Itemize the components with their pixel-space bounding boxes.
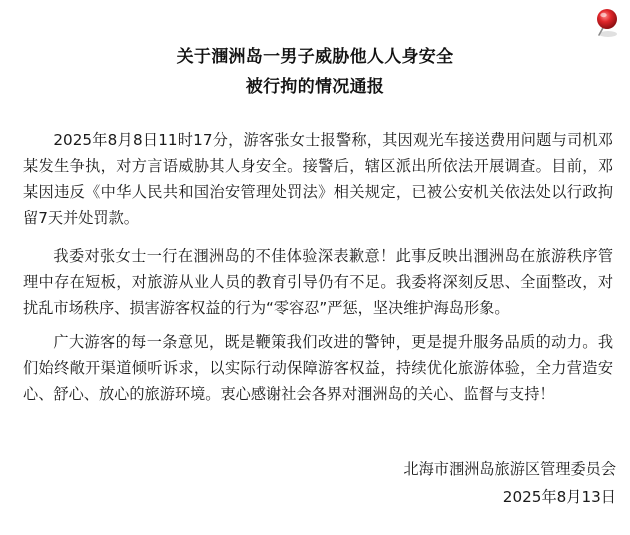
pushpin-icon [588, 4, 624, 40]
signature-organization: 北海市涠洲岛旅游区管理委员会 [403, 460, 616, 478]
notice-title-line-2: 被行拘的情况通报 [245, 77, 385, 97]
notice-paragraph-3: 广大游客的每一条意见，既是鞭策我们改进的警钟，更是提升服务品质的动力。我们始终敞开渠道倾听诉求，以实际行动保障游客权益，持续优化旅游体验，全力营造安心、舒心、放心的旅游环境。衷心感谢社会各界对涠洲岛的关心、监督与支持！ [23, 333, 613, 403]
signature-date: 2025年8月13日 [502, 488, 616, 506]
notice-title-line-1: 关于涠洲岛一男子威胁他人人身安全 [176, 47, 454, 67]
notice-paragraph-2: 我委对张女士一行在涠洲岛的不佳体验深表歉意！此事反映出涠洲岛在旅游秩序管理中存在短板，对旅游从业人员的教育引导仍有不足。我委将深刻反思、全面整改，对扰乱市场秩序、损害游客权益的行为“零容忍”严惩，坚决维护海岛形象。 [23, 247, 613, 317]
notice-paragraph-1: 2025年8月8日11时17分，游客张女士报警称，其因观光车接送费用问题与司机邓某发生争执，对方言语威胁其人身安全。接警后，辖区派出所依法开展调查。目前，邓某因违反《中华人民共和国治安管理处罚法》相关规定，已被公安机关依法处以行政拘留7天并处罚款。 [23, 131, 613, 227]
